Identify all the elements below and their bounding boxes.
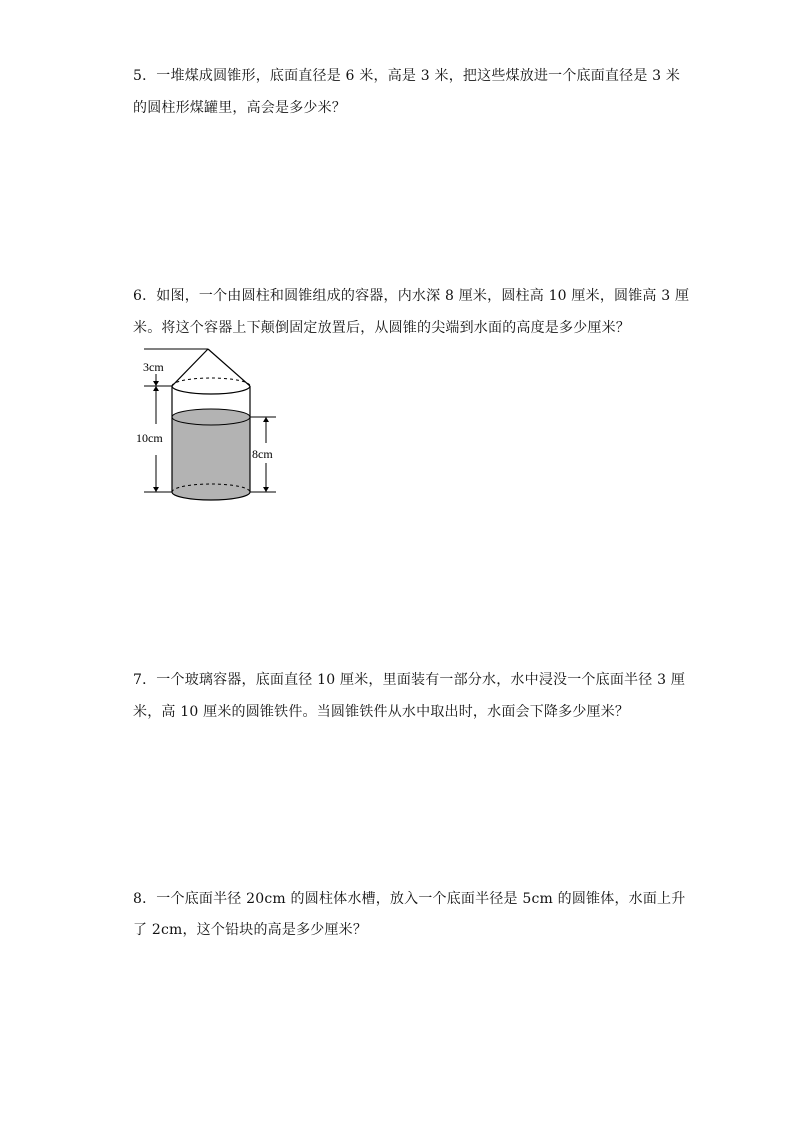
question-6-line-2: 米。将这个容器上下颠倒固定放置后，从圆锥的尖端到水面的高度是多少厘米？	[133, 320, 630, 336]
container-figure	[136, 342, 286, 504]
question-6-line-1: 6．如图，一个由圆柱和圆锥组成的容器，内水深 8 厘米，圆柱高 10 厘米，圆锥高 3 厘	[133, 288, 690, 304]
cylinder-top-back	[172, 378, 250, 386]
question-8-line-1: 8．一个底面半径 20cm 的圆柱体水槽，放入一个底面半径是 5cm 的圆锥体，水面上升	[133, 891, 686, 907]
question-5-line-1: 5．一堆煤成圆锥形，底面直径是 6 米，高是 3 米，把这些煤放进一个底面直径是 3 米	[133, 68, 681, 84]
water-depth-label: 8cm	[252, 447, 273, 461]
question-7-line-2: 米，高 10 厘米的圆锥铁件。当圆锥铁件从水中取出时，水面会下降多少厘米？	[133, 704, 630, 720]
question-7-line-1: 7．一个玻璃容器，底面直径 10 厘米，里面装有一部分水，水中浸没一个底面半径 3 厘	[133, 672, 686, 688]
cylinder-top-front	[172, 386, 250, 394]
cone-height-arrowhead	[153, 381, 159, 386]
cone-height-label: 3cm	[143, 360, 164, 374]
question-5-line-2: 的圆柱形煤罐里，高会是多少米？	[133, 100, 346, 116]
cone-right-edge	[208, 349, 250, 386]
cylinder-height-label: 10cm	[136, 431, 163, 445]
cylinder-height-arrowhead-top	[153, 386, 159, 391]
water-depth-arrowhead-top	[263, 417, 269, 422]
question-8-line-2: 了 2cm，这个铅块的高是多少厘米？	[133, 922, 368, 938]
cylinder-height-arrowhead-bottom	[153, 487, 159, 492]
cone-left-edge	[172, 349, 208, 386]
water-depth-arrowhead-bottom	[263, 487, 269, 492]
